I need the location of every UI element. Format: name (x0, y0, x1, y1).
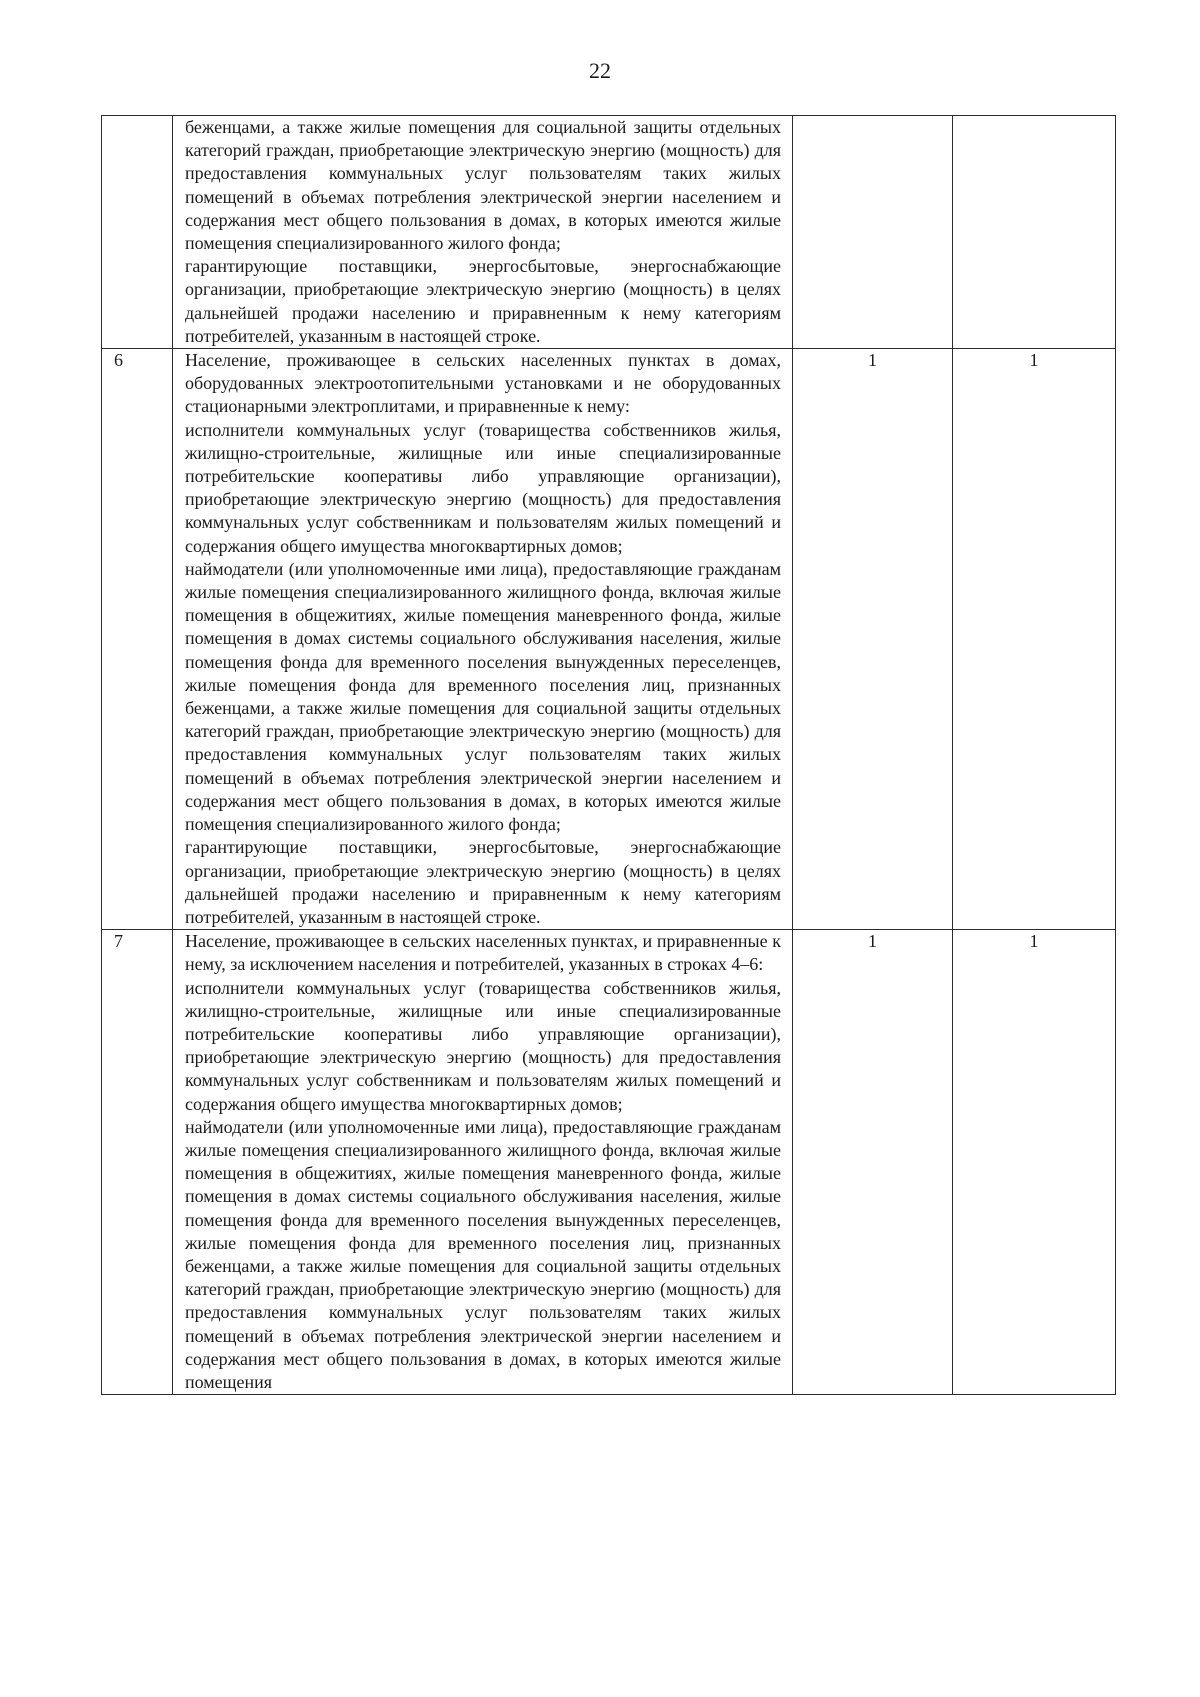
paragraph: исполнители коммунальных услуг (товарищества собственников жилья, жилищно-строительные, жилищные или иные специализированные потребительские кооперативы либо управляющие организации), приобретающие электрическую энергию (мощность) для предоставления коммунальных услуг собственникам и пользователям жилых помещений и содержания общего имущества многоквартирных домов; (185, 977, 781, 1114)
row-value-a: 1 (793, 349, 953, 930)
row-value-b (953, 116, 1116, 349)
paragraph: наймодатели (или уполномоченные ими лица), предоставляющие гражданам жилые помещения специализированного жилищного фонда, включая жилые помещения в общежитиях, жилые помещения маневренного фонда, жилые помещения в домах системы социального обслуживания населения, жилые помещения фонда для временного поселения вынужденных переселенцев, жилые помещения фонда для временного поселения лиц, признанных беженцами, а также жилые помещения для социальной защиты отдельных категорий граждан, приобретающие электрическую энергию (мощность) для предоставления коммунальных услуг пользователям таких жилых помещений в объемах потребления электрической энергии населением и содержания мест общего пользования в домах, в которых имеются жилые помещения (185, 1116, 781, 1392)
table-row (102, 116, 1116, 349)
paragraph: беженцами, а также жилые помещения для социальной защиты отдельных категорий граждан, приобретающие электрическую энергию (мощность) для предоставления коммунальных услуг пользователям таких жилых помещений в объемах потребления электрической энергии населением и содержания мест общего пользования в домах, в которых имеются жилые помещения специализированного жилого фонда; (185, 117, 781, 254)
row-value-a (793, 116, 953, 349)
paragraph: Население, проживающее в сельских населенных пунктах, и приравненные к нему, за исключением населения и потребителей, указанных в строках 4–6: (185, 931, 781, 975)
table-row (102, 349, 1116, 930)
row-number: 7 (102, 930, 173, 1395)
paragraph: гарантирующие поставщики, энергосбытовые, энергоснабжающие организации, приобретающие электрическую энергию (мощность) в целях дальнейшей продажи населению и приравненным к нему категориям потребителей, указанным в настоящей строке. (185, 256, 781, 346)
row-description (173, 116, 793, 349)
paragraph: исполнители коммунальных услуг (товарищества собственников жилья, жилищно-строительные, жилищные или иные специализированные потребительские кооперативы либо управляющие организации), приобретающие электрическую энергию (мощность) для предоставления коммунальных услуг собственникам и пользователям жилых помещений и содержания общего имущества многоквартирных домов; (185, 419, 781, 556)
row-description (173, 349, 793, 930)
row-value-b: 1 (953, 349, 1116, 930)
row-value-b: 1 (953, 930, 1116, 1395)
paragraph: Население, проживающее в сельских населенных пунктах в домах, оборудованных электроотопительными установками и не оборудованных стационарными электроплитами, и приравненные к нему: (185, 350, 781, 417)
table-row (102, 930, 1116, 1395)
row-description (173, 930, 793, 1395)
row-number: 6 (102, 349, 173, 930)
paragraph: наймодатели (или уполномоченные ими лица), предоставляющие гражданам жилые помещения специализированного жилищного фонда, включая жилые помещения в общежитиях, жилые помещения маневренного фонда, жилые помещения в домах системы социального обслуживания населения, жилые помещения фонда для временного поселения вынужденных переселенцев, жилые помещения фонда для временного поселения лиц, признанных беженцами, а также жилые помещения для социальной защиты отдельных категорий граждан, приобретающие электрическую энергию (мощность) для предоставления коммунальных услуг пользователям таких жилых помещений в объемах потребления электрической энергии населением и содержания мест общего пользования в домах, в которых имеются жилые помещения специализированного жилого фонда; (185, 558, 781, 835)
row-number (102, 116, 173, 349)
page-number: 22 (589, 58, 611, 83)
row-value-a: 1 (793, 930, 953, 1395)
tariff-table (101, 115, 1116, 1395)
paragraph: гарантирующие поставщики, энергосбытовые, энергоснабжающие организации, приобретающие электрическую энергию (мощность) в целях дальнейшей продажи населению и приравненным к нему категориям потребителей, указанным в настоящей строке. (185, 837, 781, 927)
